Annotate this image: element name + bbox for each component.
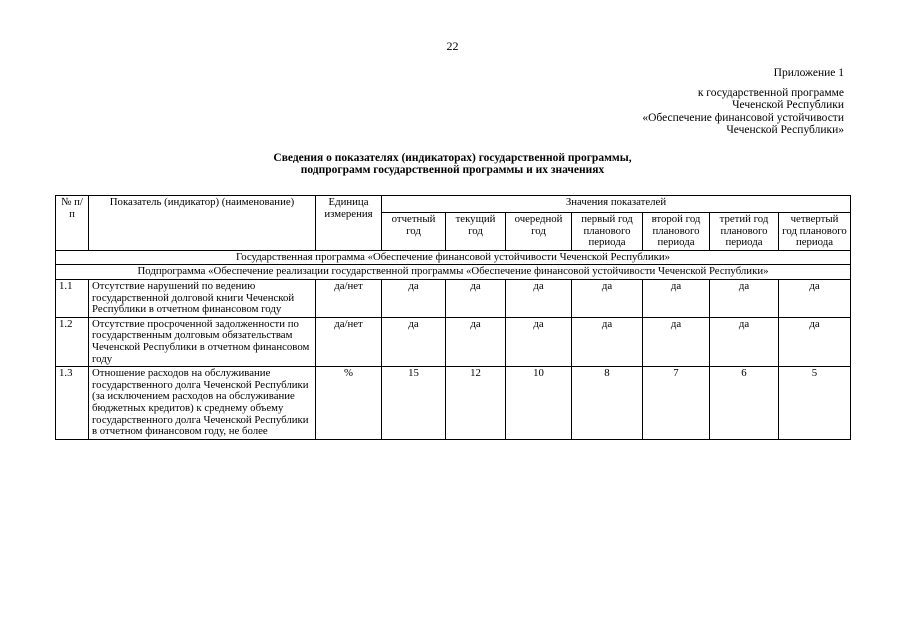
row-num: 1.2 xyxy=(56,317,89,366)
appendix-line: Чеченской Республики» xyxy=(726,124,844,136)
row-indicator: Отсутствие нарушений по ведению государственной долговой книги Чеченской Республики в отчетном финансовом году xyxy=(89,279,316,317)
row-value: 12 xyxy=(446,367,506,440)
row-value: да xyxy=(506,279,572,317)
row-value: 6 xyxy=(710,367,779,440)
header-unit: Единица измерения xyxy=(316,196,382,251)
row-value: 5 xyxy=(779,367,851,440)
header-indicator: Показатель (индикатор) (наименование) xyxy=(89,196,316,251)
row-value: да xyxy=(382,279,446,317)
row-value: да xyxy=(643,279,710,317)
row-value: да xyxy=(710,317,779,366)
row-num: 1.3 xyxy=(56,367,89,440)
row-value: да xyxy=(779,317,851,366)
header-period-next: очередной год xyxy=(506,213,572,251)
appendix-block xyxy=(514,67,844,137)
table-row xyxy=(56,279,851,317)
header-values-group: Значения показателей xyxy=(382,196,851,213)
row-indicator: Отношение расходов на обслуживание государственного долга Чеченской Республики (за исключением расходов на обслуживание бюджетных кредитов) к среднему объему государственного долга Чеченской Республики в отчетном финансовом году, не более xyxy=(89,367,316,440)
row-value: 10 xyxy=(506,367,572,440)
indicators-table xyxy=(55,195,851,440)
document-title-line-1: Сведения о показателях (индикаторах) государственной программы, xyxy=(273,152,632,164)
subprogram-row xyxy=(56,265,851,280)
row-value: 7 xyxy=(643,367,710,440)
row-value: да xyxy=(446,317,506,366)
row-value: да xyxy=(779,279,851,317)
row-value: да xyxy=(446,279,506,317)
row-unit: да/нет xyxy=(316,279,382,317)
row-value: 15 xyxy=(382,367,446,440)
row-unit: % xyxy=(316,367,382,440)
document-title xyxy=(0,152,905,176)
header-period-plan-1: первый год планового периода xyxy=(572,213,643,251)
appendix-line: Чеченской Республики xyxy=(732,99,844,111)
row-value: да xyxy=(382,317,446,366)
appendix-line: «Обеспечение финансовой устойчивости xyxy=(642,111,844,124)
page-number: 22 xyxy=(446,39,459,53)
row-value: да xyxy=(506,317,572,366)
header-period-plan-3: третий год планового периода xyxy=(710,213,779,251)
appendix-line: к государственной программе xyxy=(697,86,844,99)
table-row xyxy=(56,317,851,366)
header-period-plan-4: четвертый год планового периода xyxy=(779,213,851,251)
table-row xyxy=(56,367,851,440)
appendix-title: Приложение 1 xyxy=(773,67,844,79)
subprogram-title: Подпрограмма «Обеспечение реализации государственной программы «Обеспечение финансовой устойчивости Чеченской Республики» xyxy=(56,265,851,280)
program-title: Государственная программа «Обеспечение финансовой устойчивости Чеченской Республики» xyxy=(56,250,851,265)
row-value: да xyxy=(572,279,643,317)
row-value: да xyxy=(710,279,779,317)
header-period-reporting: отчетный год xyxy=(382,213,446,251)
row-indicator: Отсутствие просроченной задолженности по государственным долговым обязательствам Чеченской Республики в отчетном финансовом году xyxy=(89,317,316,366)
row-num: 1.1 xyxy=(56,279,89,317)
header-period-plan-2: второй год планового периода xyxy=(643,213,710,251)
program-row xyxy=(56,250,851,265)
header-period-current: текущий год xyxy=(446,213,506,251)
header-num: № п/п xyxy=(56,196,89,251)
row-unit: да/нет xyxy=(316,317,382,366)
header-row-1 xyxy=(56,196,851,213)
row-value: да xyxy=(643,317,710,366)
row-value: 8 xyxy=(572,367,643,440)
document-title-line-2: подпрограмм государственной программы и их значениях xyxy=(300,164,605,176)
row-value: да xyxy=(572,317,643,366)
